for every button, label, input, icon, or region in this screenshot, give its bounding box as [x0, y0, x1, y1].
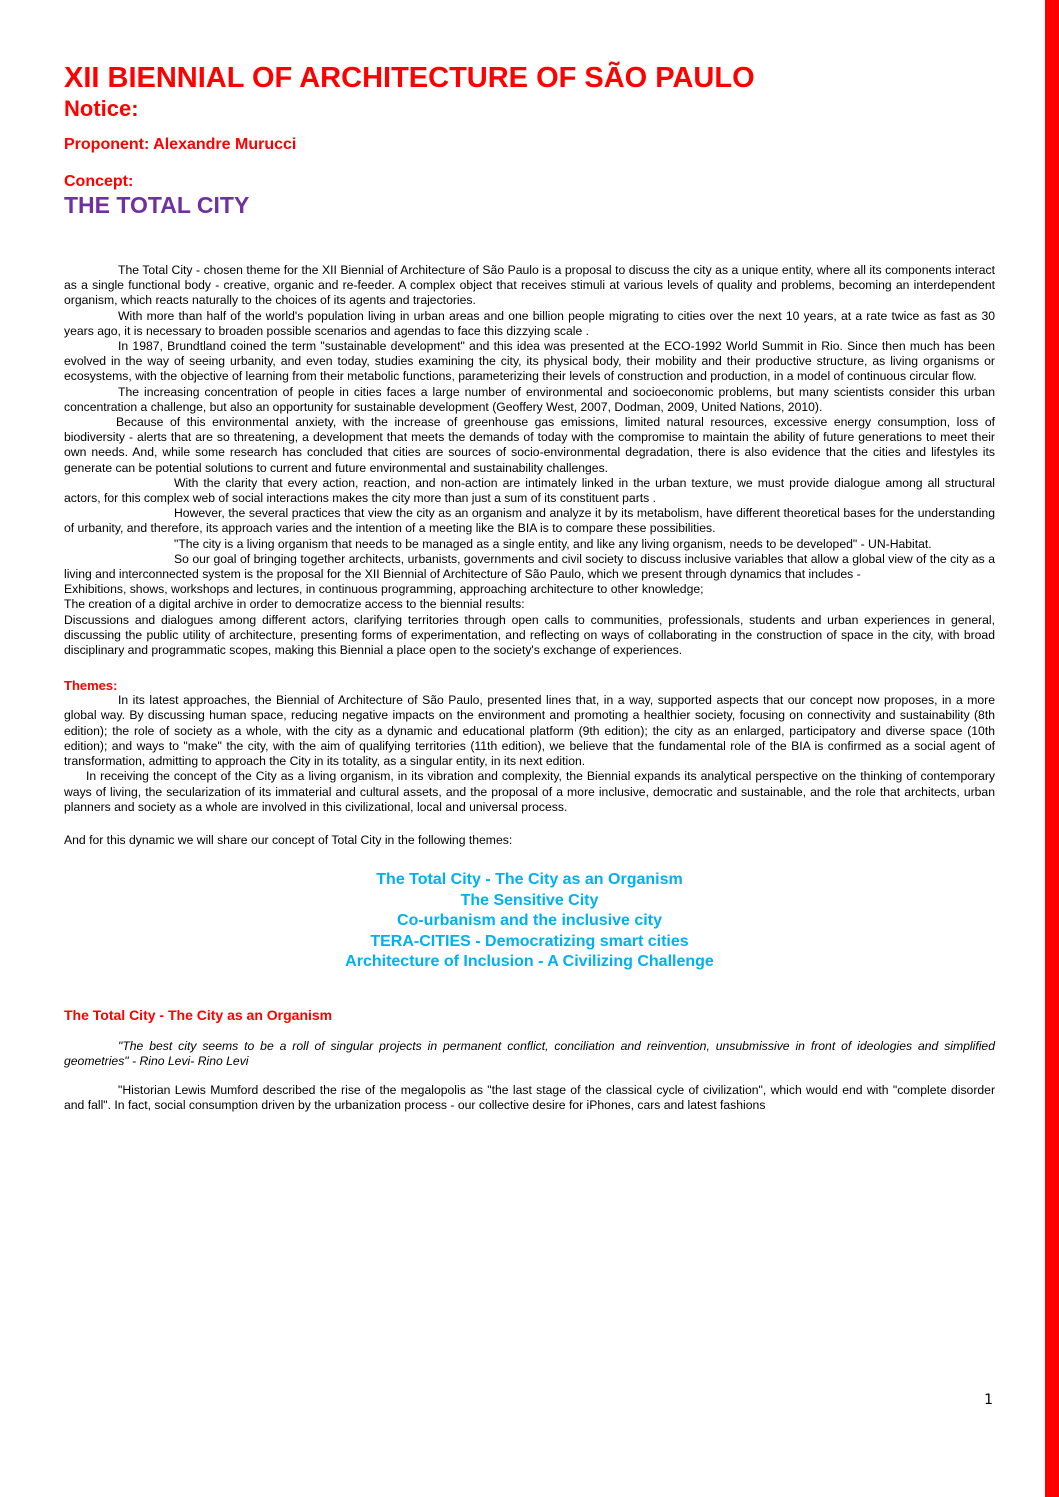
page-edge-bar	[1045, 0, 1059, 1497]
paragraph: The creation of a digital archive in order to democratize access to the biennial results:	[64, 597, 525, 612]
paragraph: Because of this environmental anxiety, with the increase of greenhouse gas emissions, limited natural resources, excessive energy consumption, loss of biodiversity - alerts that are so threatening, a development that meets the demands of today with the compromise to maintain the ability of future generations to meet their own needs. And, while some research has concluded that cities are sources of socio-environmental degradation, there is also evidence that the cities and lifestyles its generate can be potential solutions to current and future environmental and sustainability challenges.	[64, 415, 995, 475]
themes-heading: Themes:	[64, 678, 118, 694]
proponent-line: Proponent: Alexandre Murucci	[64, 136, 297, 153]
paragraph: In 1987, Brundtland coined the term "sustainable development" and this idea was presented at the ECO-1992 World Summit in Rio. Since then much has been evolved in the way of seeing urbanity, and even today, studies examining the city, its physical body, their mobility and their productive structure, as living organisms or ecosystems, with the objective of learning from their metabolic functions, parameterizing their levels of construction and production, in a model of continuous circular flow.	[64, 339, 995, 384]
document-page	[64, 60, 995, 1113]
paragraph: Exhibitions, shows, workshops and lectures, in continuous programming, approaching architecture to other knowledge;	[64, 582, 704, 597]
theme-item: Co-urbanism and the inclusive city	[397, 912, 662, 930]
paragraph: With more than half of the world's population living in urban areas and one billion people migrating to cities over the next 10 years, at a rate twice as fast as 30 years ago, it is necessary to broaden possible scenarios and agendas to face this dizzying scale .	[64, 308, 995, 338]
paragraph: Discussions and dialogues among different actors, clarifying territories through open calls to communities, professionals, students and urban experiences in general, discussing the public utility of architecture, presenting forms of experimentation, and reflecting on ways of collaborating in the construction of space in the city, with broad disciplinary and programmatic scopes, making this Biennial a place open to the society's exchange of experiences.	[64, 612, 995, 658]
notice-label: Notice:	[64, 96, 139, 121]
paragraph: The increasing concentration of people in cities faces a large number of environmental and socioeconomic problems, but many scientists consider this urban concentration a challenge, but also an opportunity for sustainable development (Geoffery West, 2007, Dodman, 2009, United Nations, 2010).	[64, 384, 995, 414]
theme-item: TERA-CITIES - Democratizing smart cities	[370, 932, 689, 950]
paragraph: In its latest approaches, the Biennial of Architecture of São Paulo, presented lines that, in a way, supported aspects that our concept now proposes, in a more global way. By discussing human space, reducing negative impacts on the environment and promoting a healthier society, focusing on connectivity and sustainability (8th edition); the role of society as a whole, with the city as a dynamic and educational platform (9th edition); the city as an enlarged, participatory and diverse space (10th edition); and ways to "make" the city, with the aim of qualifying territories (11th edition), we believe that the fundamental role of the BIA is confirmed as a social agent of transformation, admitting to approach the City in its totality, as a singular entity, in its next edition.	[64, 693, 995, 769]
theme-item: Architecture of Inclusion - A Civilizing Challenge	[345, 953, 714, 971]
paragraph: However, the several practices that view the city as an organism and analyze it by its metabolism, have different theoretical bases for the understanding of urbanity, and therefore, its approach varies and the intention of a meeting like the BIA is to compare these possibilities.	[64, 506, 995, 536]
theme-item: The Sensitive City	[460, 891, 599, 909]
concept-title: THE TOTAL CITY	[64, 192, 250, 218]
paragraph: So our goal of bringing together architects, urbanists, governments and civil society to discuss inclusive variables that allow a global view of the city as a living and interconnected system is the proposal for the XII Biennial of Architecture of São Paulo, which we present through dynamics that includes -	[64, 551, 995, 582]
paragraph: With the clarity that every action, reaction, and non-action are intimately linked in the urban texture, we must provide dialogue among all structural actors, for this complex web of social interactions makes the city more than just a sum of its constituent parts .	[64, 475, 995, 506]
paragraph: In receiving the concept of the City as a living organism, in its vibration and complexity, the Biennial expands its analytical perspective on the thinking of contemporary ways of living, the secularization of its immaterial and cultural assets, and the proposal of a more inclusive, democratic and sustainable, and the role that architects, urban planners and society as a whole are involved in this civilizational, local and universal process.	[64, 769, 995, 814]
document-title: XII BIENNIAL OF ARCHITECTURE OF SÃO PAULO	[64, 62, 755, 94]
section-heading: The Total City - The City as an Organism	[64, 1006, 333, 1023]
epigraph-quote: "The best city seems to be a roll of singular projects in permanent conflict, conciliation and reinvention, unsubmissive in front of ideologies and simplified geometries" - Rino Levi- Rino Levi	[64, 1038, 995, 1068]
paragraph: The Total City - chosen theme for the XII Biennial of Architecture of São Paulo is a proposal to discuss the city as a unique entity, where all its components interact as a single functional body - creative, organic and re-feeder. A complex object that receives stimuli at various levels of quality and problems, becoming an interdependent organism, which reacts naturally to the choices of its agents and trajectories.	[64, 263, 995, 308]
paragraph: "The city is a living organism that needs to be managed as a single entity, and like any living organism, needs to be developed" - UN-Habitat.	[174, 536, 932, 551]
paragraph: And for this dynamic we will share our concept of Total City in the following themes:	[64, 832, 513, 847]
paragraph: "Historian Lewis Mumford described the rise of the megalopolis as "the last stage of the classical cycle of civilization", which would end with "complete disorder and fall". In fact, social consumption driven by the urbanization process - our collective desire for iPhones, cars and latest fashions	[64, 1083, 995, 1113]
concept-label: Concept:	[64, 173, 134, 190]
concept-body	[64, 263, 995, 1113]
page-number: 1	[984, 1392, 993, 1408]
theme-list	[64, 870, 995, 973]
theme-item: The Total City - The City as an Organism	[376, 871, 683, 889]
